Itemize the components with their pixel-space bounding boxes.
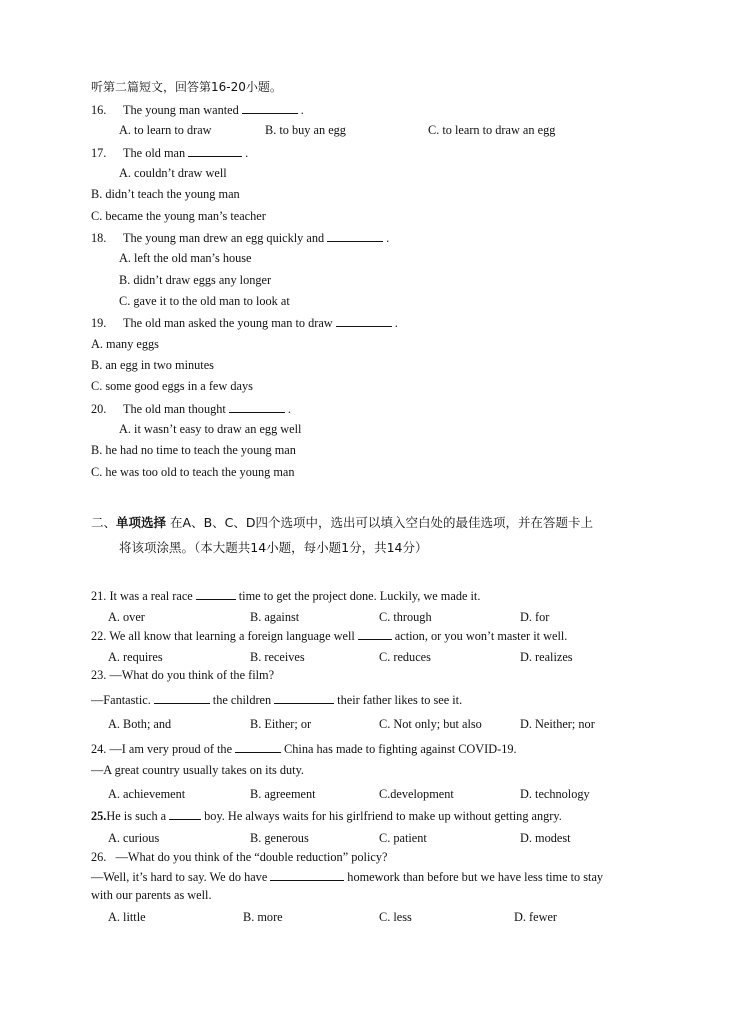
- option-16b: B. to buy an egg: [265, 123, 346, 137]
- option-23b: B. Either; or: [250, 717, 312, 731]
- answer-blank: [358, 629, 392, 640]
- option-26d: D. fewer: [514, 910, 558, 924]
- option-22a: A. requires: [108, 650, 163, 664]
- option-25a: A. curious: [108, 831, 160, 845]
- question-number: 25.: [91, 809, 107, 823]
- option-19a: A. many eggs: [91, 337, 159, 351]
- answer-blank: [270, 870, 344, 881]
- question-text: —What do you think of the “double reduction” policy?: [115, 850, 388, 864]
- question-text: boy. He always waits for his girlfriend to make up without getting angry.: [204, 809, 562, 823]
- option-25c: C. patient: [379, 831, 427, 845]
- question-17: 17. The old man .: [91, 146, 249, 160]
- question-text: action, or you won’t master it well.: [394, 629, 568, 643]
- listening-header: 听第二篇短文，回答第16-20小题。: [91, 80, 282, 94]
- question-21: [91, 589, 480, 602]
- answer-blank: [196, 589, 236, 600]
- question-text: —Well, it’s hard to say. We do have: [91, 870, 268, 884]
- question-number: 21.: [91, 589, 107, 603]
- question-number: 23.: [91, 668, 107, 682]
- answer-blank: [336, 316, 392, 327]
- answer-blank: [327, 231, 383, 242]
- question-stem: The young man wanted: [123, 103, 239, 117]
- question-16: 16. The young man wanted .: [91, 103, 304, 117]
- answer-blank: [169, 809, 201, 820]
- option-17a: A. couldn’t draw well: [119, 166, 227, 180]
- question-22: [91, 629, 567, 642]
- option-20a: A. it wasn’t easy to draw an egg well: [119, 422, 302, 436]
- answer-blank: [235, 742, 281, 753]
- question-text: homework than before but we have less time to stay: [347, 870, 604, 884]
- section-2-header: [91, 517, 593, 530]
- option-24c: C.development: [379, 787, 454, 801]
- question-stem: The old man thought: [123, 402, 226, 416]
- option-26c: C. less: [379, 910, 412, 924]
- question-stem: The old man: [123, 146, 186, 160]
- question-number: 24.: [91, 742, 107, 756]
- question-text: their father likes to see it.: [337, 693, 463, 707]
- option-16c: C. to learn to draw an egg: [428, 123, 556, 137]
- option-23a: A. Both; and: [108, 717, 172, 731]
- option-25b: B. generous: [250, 831, 309, 845]
- answer-blank: [229, 402, 285, 413]
- option-24d: D. technology: [520, 787, 590, 801]
- option-16a: A. to learn to draw: [119, 123, 212, 137]
- option-23c: C. Not only; but also: [379, 717, 482, 731]
- question-19: 19. The old man asked the young man to draw .: [91, 316, 398, 330]
- question-23: [91, 669, 274, 681]
- option-25d: D. modest: [520, 831, 571, 845]
- option-22c: C. reduces: [379, 650, 431, 664]
- option-19c: C. some good eggs in a few days: [91, 379, 253, 393]
- question-text: It was a real race: [109, 589, 193, 603]
- option-21b: B. against: [250, 610, 300, 624]
- option-22b: B. receives: [250, 650, 305, 664]
- answer-blank: [242, 103, 298, 114]
- option-18b: B. didn’t draw eggs any longer: [119, 273, 272, 287]
- question-23-line2: [91, 693, 462, 706]
- question-26-line3: with our parents as well.: [91, 888, 212, 902]
- question-text: —Fantastic.: [91, 693, 151, 707]
- question-26-line2: [91, 870, 603, 883]
- option-24a: A. achievement: [108, 787, 186, 801]
- question-24: [91, 742, 517, 755]
- answer-blank: [154, 693, 210, 704]
- option-20b: B. he had no time to teach the young man: [91, 443, 296, 457]
- option-19b: B. an egg in two minutes: [91, 358, 214, 372]
- question-text: —I am very proud of the: [109, 742, 233, 756]
- question-number: 18.: [91, 231, 107, 245]
- question-stem: The old man asked the young man to draw: [123, 316, 333, 330]
- question-26: [91, 851, 387, 863]
- option-18a: A. left the old man’s house: [119, 251, 252, 265]
- question-number: 19.: [91, 316, 107, 330]
- option-18c: C. gave it to the old man to look at: [119, 294, 290, 308]
- question-18: 18. The young man drew an egg quickly and .: [91, 231, 390, 245]
- option-26a: A. little: [108, 910, 146, 924]
- question-20: 20. The old man thought .: [91, 402, 291, 416]
- option-21d: D. for: [520, 610, 550, 624]
- question-text: China has made to fighting against COVID-19.: [284, 742, 517, 756]
- section-title: 单项选择: [116, 515, 167, 530]
- option-23d: D. Neither; nor: [520, 717, 595, 731]
- section-instruction: 在A、B、C、D四个选项中，选出可以填入空白处的最佳选项，并在答题卡上: [170, 515, 593, 530]
- question-text: the children: [212, 693, 272, 707]
- option-17c: C. became the young man’s teacher: [91, 209, 266, 223]
- question-text: He is such a: [106, 809, 167, 823]
- section-prefix: 二、: [91, 515, 117, 530]
- section-2-instruction-2: 将该项涂黑。（本大题共14小题，每小题1分，共14分）: [119, 540, 428, 555]
- question-number: 16.: [91, 103, 107, 117]
- option-24b: B. agreement: [250, 787, 316, 801]
- question-24-line2: —A great country usually takes on its duty.: [91, 763, 304, 777]
- question-stem: The young man drew an egg quickly and: [123, 231, 325, 245]
- option-21c: C. through: [379, 610, 432, 624]
- question-number: 20.: [91, 402, 107, 416]
- option-21a: A. over: [108, 610, 145, 624]
- question-number: 17.: [91, 146, 107, 160]
- question-number: 26.: [91, 850, 107, 864]
- option-20c: C. he was too old to teach the young man: [91, 465, 295, 479]
- question-text: We all know that learning a foreign language well: [109, 629, 355, 643]
- question-text: —What do you think of the film?: [109, 668, 275, 682]
- option-17b: B. didn’t teach the young man: [91, 187, 240, 201]
- answer-blank: [188, 146, 242, 157]
- question-number: 22.: [91, 629, 107, 643]
- question-25: [91, 809, 562, 822]
- option-26b: B. more: [243, 910, 283, 924]
- answer-blank: [274, 693, 334, 704]
- question-text: time to get the project done. Luckily, we made it.: [238, 589, 481, 603]
- option-22d: D. realizes: [520, 650, 573, 664]
